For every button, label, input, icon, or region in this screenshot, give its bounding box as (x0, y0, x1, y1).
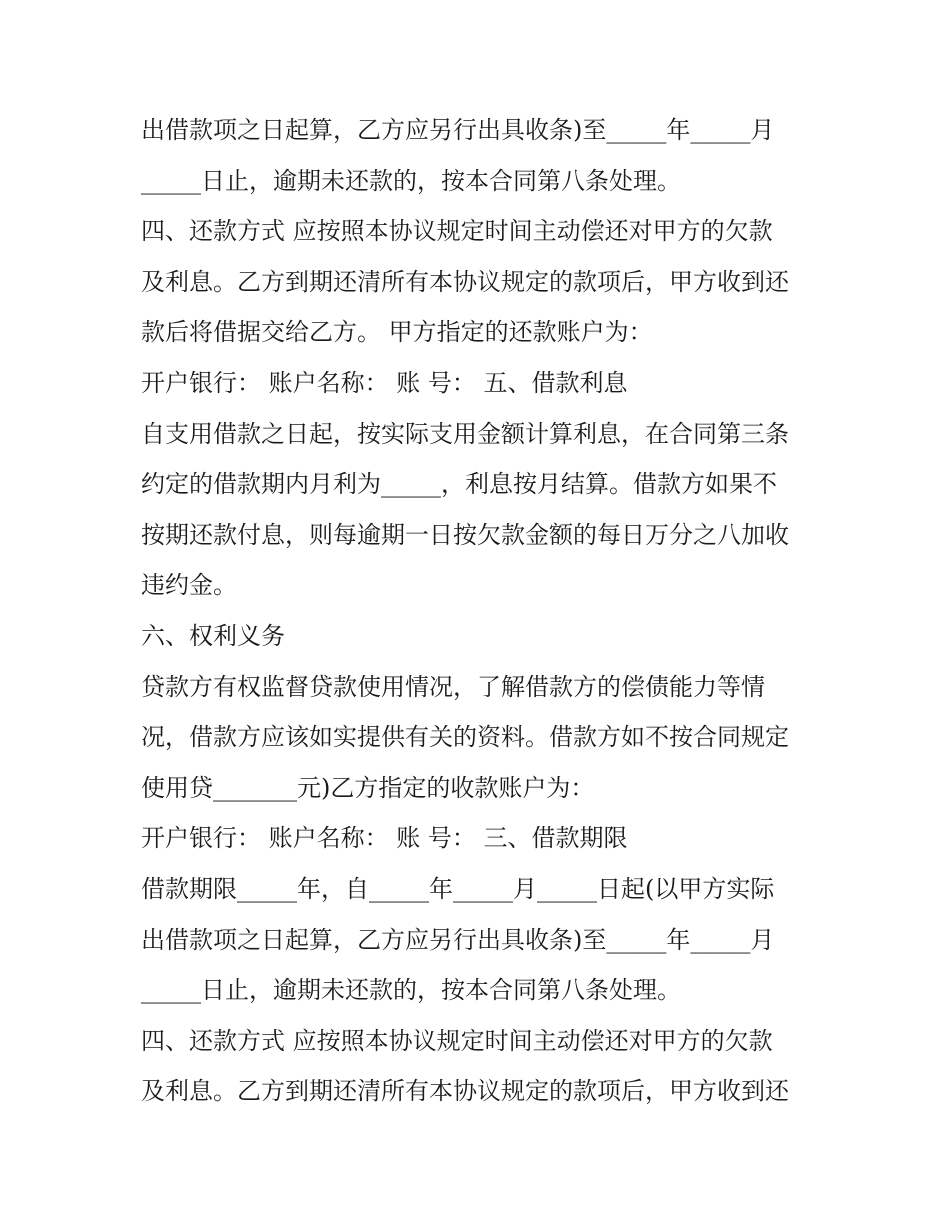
text-line: 贷款方有权监督贷款使用情况，了解借款方的偿债能力等情 (141, 673, 765, 701)
text-line: 四、还款方式 应按照本协议规定时间主动偿还对甲方的欠款 (141, 217, 773, 245)
text-line: 约定的借款期内月利为_____，利息按月结算。借款方如果不 (141, 470, 777, 498)
text-line: 违约金。 (141, 571, 237, 599)
text-line: 况，借款方应该如实提供有关的资料。借款方如不按合同规定 (141, 723, 789, 751)
text-line: 及利息。乙方到期还清所有本协议规定的款项后，甲方收到还 (141, 1077, 789, 1105)
text-line: _____日止，逾期未还款的，按本合同第八条处理。 (141, 976, 681, 1004)
text-line: 使用贷_______元)乙方指定的收款账户为： (141, 774, 595, 802)
text-line: 借款期限_____年，自_____年_____月_____日起(以甲方实际 (141, 875, 775, 903)
text-line: 出借款项之日起算，乙方应另行出具收条)至_____年_____月 (141, 116, 775, 144)
text-line: 开户银行： 账户名称： 账 号： 三、借款期限 (141, 824, 628, 852)
text-line: 及利息。乙方到期还清所有本协议规定的款项后，甲方收到还 (141, 268, 789, 296)
text-line: 四、还款方式 应按照本协议规定时间主动偿还对甲方的欠款 (141, 1027, 773, 1055)
text-line: 开户银行： 账户名称： 账 号： 五、借款利息 (141, 369, 628, 397)
text-line: 出借款项之日起算，乙方应另行出具收条)至_____年_____月 (141, 926, 775, 954)
text-line: _____日止，逾期未还款的，按本合同第八条处理。 (141, 167, 681, 195)
text-line: 按期还款付息，则每逾期一日按欠款金额的每日万分之八加收 (141, 521, 789, 549)
section-heading: 六、权利义务 (141, 622, 285, 650)
text-line: 款后将借据交给乙方。 甲方指定的还款账户为： (141, 318, 653, 346)
text-line: 自支用借款之日起，按实际支用金额计算利息，在合同第三条 (141, 420, 789, 448)
